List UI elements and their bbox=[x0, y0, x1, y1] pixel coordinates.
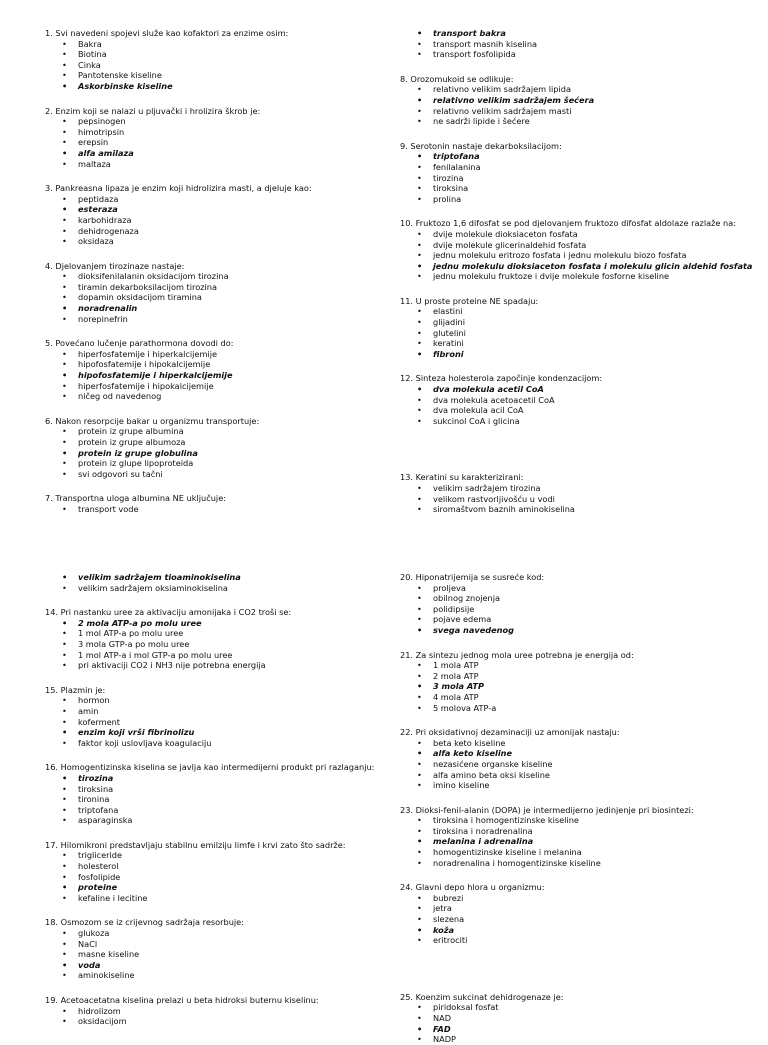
question-block bbox=[45, 261, 400, 325]
answer-option: • transport masnih kiselina bbox=[417, 39, 755, 50]
answer-option: • transport fosfolipida bbox=[417, 49, 755, 60]
answer-option: • 1 mol ATP-a po molu uree bbox=[62, 628, 400, 639]
question-block bbox=[400, 218, 755, 282]
answer-list bbox=[400, 28, 755, 60]
answer-list bbox=[400, 306, 755, 359]
answer-option: • NaCl bbox=[62, 939, 400, 950]
answer-option: • faktor koji uslovljava koagulaciju bbox=[62, 738, 400, 749]
question-title: 22. Pri oksidativnoj dezaminaciji uz amonijak nastaju: bbox=[400, 727, 620, 738]
answer-option: • hipofosfatemije i hipokalcijemije bbox=[62, 359, 400, 370]
answer-option: • bubrezi bbox=[417, 893, 755, 904]
answer-option: • glijadini bbox=[417, 317, 755, 328]
answer-option: • fosfolipide bbox=[62, 872, 400, 883]
correct-answer: • velikim sadržajem tioaminokiselina bbox=[62, 572, 400, 583]
answer-option: • relativno velikim sadržajem lipida bbox=[417, 84, 755, 95]
question-title: 11. U proste proteine NE spadaju: bbox=[400, 295, 539, 306]
answer-option: • homogentizinske kiseline i melanina bbox=[417, 847, 755, 858]
answer-option: • aminokiseline bbox=[62, 970, 400, 981]
correct-answer: • koža bbox=[417, 925, 755, 936]
question-title: 20. Hiponatrijemija se susreće kod: bbox=[400, 572, 545, 582]
question-block bbox=[45, 917, 400, 981]
question-title: 8. Orozomukoid se odlikuje: bbox=[400, 73, 514, 84]
question-block bbox=[400, 650, 755, 714]
answer-option: • ne sadrži lipide i šećere bbox=[417, 116, 755, 127]
answer-option: • kefaline i lecitine bbox=[62, 893, 400, 904]
answer-option: • ničeg od navedenog bbox=[62, 391, 400, 402]
question-block bbox=[400, 805, 755, 869]
page2-left-column bbox=[45, 572, 400, 1027]
answer-option: • NADP bbox=[417, 1034, 755, 1045]
answer-list bbox=[45, 572, 400, 593]
question-block bbox=[400, 141, 755, 205]
correct-answer: • alfa keto kiseline bbox=[417, 748, 755, 759]
answer-option: • 3 mola GTP-a po molu uree bbox=[62, 639, 400, 650]
correct-answer: • dva molekula acetil CoA bbox=[417, 384, 755, 395]
answer-list bbox=[45, 695, 400, 748]
answer-option: • Cinka bbox=[62, 60, 400, 71]
answer-option: • pepsinogen bbox=[62, 116, 400, 127]
answer-option: • dehidrogenaza bbox=[62, 226, 400, 237]
answer-option: • himotripsin bbox=[62, 127, 400, 138]
answer-option: • norepinefrin bbox=[62, 314, 400, 325]
question-block bbox=[45, 338, 400, 402]
answer-option: • dva molekula acil CoA bbox=[417, 405, 755, 416]
answer-option: • Pantotenske kiseline bbox=[62, 70, 400, 81]
answer-option: • masne kiseline bbox=[62, 949, 400, 960]
answer-option: • protein iz grupe albumoza bbox=[62, 437, 400, 448]
correct-answer: • 3 mola ATP bbox=[417, 681, 755, 692]
question-block bbox=[45, 762, 400, 826]
question-block bbox=[45, 840, 400, 904]
answer-list bbox=[400, 738, 755, 791]
answer-option: • Bakra bbox=[62, 39, 400, 50]
answer-list bbox=[45, 194, 400, 247]
correct-answer: • melanina i adrenalina bbox=[417, 836, 755, 847]
question-block bbox=[400, 727, 755, 791]
answer-option: • glutelini bbox=[417, 328, 755, 339]
answer-option: • hiperfosfatemije i hipokalcijemije bbox=[62, 381, 400, 392]
answer-list bbox=[400, 583, 755, 636]
correct-answer: • enzim koji vrši fibrinolizu bbox=[62, 727, 400, 738]
answer-list bbox=[45, 116, 400, 169]
answer-list bbox=[45, 426, 400, 479]
question-block bbox=[45, 416, 400, 480]
answer-option: • 1 mola ATP bbox=[417, 660, 755, 671]
question-block bbox=[45, 28, 400, 92]
answer-option: • trigliceride bbox=[62, 850, 400, 861]
question-title: 16. Homogentizinska kiselina se javlja kao intermedijerni produkt pri razlaganju: bbox=[45, 762, 375, 773]
answer-option: • pri aktivaciji CO2 i NH3 nije potrebna energija bbox=[62, 660, 400, 671]
correct-answer: • tirozina bbox=[62, 773, 400, 784]
correct-answer: • noradrenalin bbox=[62, 303, 400, 314]
question-title: 21. Za sintezu jednog mola uree potrebna je energija od: bbox=[400, 649, 634, 660]
question-title: 5. Povećano lučenje parathormona dovodi do: bbox=[45, 338, 234, 349]
answer-option: • maltaza bbox=[62, 159, 400, 170]
question-block bbox=[45, 685, 400, 749]
question-title: 4. Djelovanjem tirozinaze nastaje: bbox=[45, 260, 185, 271]
question-block bbox=[45, 995, 400, 1027]
answer-option: • jednu molekulu eritrozo fosfata i jednu molekulu biozo fosfata bbox=[417, 250, 755, 261]
question-block bbox=[45, 493, 400, 514]
answer-option: • beta keto kiseline bbox=[417, 738, 755, 749]
question-block bbox=[400, 572, 755, 636]
answer-list bbox=[45, 271, 400, 324]
answer-option: • dva molekula acetoacetil CoA bbox=[417, 395, 755, 406]
question-title: 23. Dioksi-fenil-alanin (DOPA) je intermedijerno jedinjenje pri biosintezi: bbox=[400, 804, 694, 815]
correct-answer: • jednu molekulu dioksiaceton fosfata i molekulu glicin aldehid fosfata bbox=[417, 261, 755, 272]
question-title: 9. Serotonin nastaje dekarboksilacijom: bbox=[400, 140, 562, 151]
question-block bbox=[400, 296, 755, 360]
answer-option: • dioksifenilalanin oksidacijom tirozina bbox=[62, 271, 400, 282]
answer-option: • prolina bbox=[417, 194, 755, 205]
question-block bbox=[400, 992, 755, 1045]
answer-option: • tironina bbox=[62, 794, 400, 805]
answer-option: • tirozina bbox=[417, 173, 755, 184]
question-block bbox=[400, 373, 755, 426]
question-block bbox=[45, 106, 400, 170]
answer-list bbox=[400, 229, 755, 282]
answer-option: • piridoksal fosfat bbox=[417, 1002, 755, 1013]
answer-option: • svi odgovori su tačni bbox=[62, 469, 400, 480]
question-title: 15. Plazmin je: bbox=[45, 684, 106, 695]
answer-option: • relativno velikim sadržajem masti bbox=[417, 106, 755, 117]
correct-answer: • transport bakra bbox=[417, 28, 755, 39]
answer-option: • tiroksina bbox=[62, 784, 400, 795]
answer-option: • alfa amino beta oksi kiseline bbox=[417, 770, 755, 781]
answer-option: • nezasićene organske kiseline bbox=[417, 759, 755, 770]
page1-left-column bbox=[45, 28, 400, 515]
answer-list bbox=[45, 928, 400, 981]
answer-option: • 2 mola ATP bbox=[417, 671, 755, 682]
answer-option: • koferment bbox=[62, 717, 400, 728]
correct-answer: • protein iz grupe globulina bbox=[62, 448, 400, 459]
correct-answer: • svega navedenog bbox=[417, 625, 755, 636]
question-title: 18. Osmozom se iz crijevnog sadržaja resorbuje: bbox=[45, 917, 244, 928]
answer-option: • polidipsije bbox=[417, 604, 755, 615]
answer-list bbox=[45, 39, 400, 92]
answer-option: • dopamin oksidacijom tiramina bbox=[62, 292, 400, 303]
question-title: 25. Koenzim sukcinat dehidrogenaze je: bbox=[400, 991, 564, 1002]
answer-option: • noradrenalina i homogentizinske kiseline bbox=[417, 858, 755, 869]
question-title: 24. Glavni depo hlora u organizmu: bbox=[400, 882, 545, 893]
answer-option: • fenilalanina bbox=[417, 162, 755, 173]
answer-option: • glukoza bbox=[62, 928, 400, 939]
answer-option: • proljeva bbox=[417, 583, 755, 594]
answer-option: • slezena bbox=[417, 914, 755, 925]
correct-answer: • relativno velikim sadržajem šećera bbox=[417, 95, 755, 106]
answer-list bbox=[400, 483, 755, 515]
answer-option: • amin bbox=[62, 706, 400, 717]
correct-answer: • 2 mola ATP-a po molu uree bbox=[62, 618, 400, 629]
answer-list bbox=[45, 773, 400, 826]
answer-option: • oksidaza bbox=[62, 236, 400, 247]
correct-answer: • hipofosfatemije i hiperkalcijemije bbox=[62, 370, 400, 381]
answer-list bbox=[400, 84, 755, 126]
answer-option: • 4 mola ATP bbox=[417, 692, 755, 703]
correct-answer: • FAD bbox=[417, 1024, 755, 1035]
question-title: 7. Transportna uloga albumina NE uključuje: bbox=[45, 493, 226, 504]
question-title: 14. Pri nastanku uree za aktivaciju amonijaka i CO2 troši se: bbox=[45, 607, 292, 618]
correct-answer: • triptofana bbox=[417, 151, 755, 162]
answer-option: • protein iz glupe lipoproteida bbox=[62, 458, 400, 469]
question-title: 10. Fruktozo 1,6 difosfat se pod djelovanjem fruktozo difosfat aldolaze razlaže na: bbox=[400, 218, 737, 229]
answer-option: • eritrociti bbox=[417, 935, 755, 946]
question-block bbox=[400, 28, 755, 60]
question-title: 17. Hilomikroni predstavljaju stabilnu emilziju limfe i krvi zato što sadrže: bbox=[45, 839, 346, 850]
answer-option: • peptidaza bbox=[62, 194, 400, 205]
answer-list bbox=[400, 151, 755, 204]
answer-option: • jednu molekulu fruktoze i dvije molekule fosforne kiseline bbox=[417, 271, 755, 282]
answer-option: • karbohidraza bbox=[62, 215, 400, 226]
answer-option: • dvije molekule glicerinaldehid fosfata bbox=[417, 240, 755, 251]
answer-option: • 1 mol ATP-a i mol GTP-a po molu uree bbox=[62, 650, 400, 661]
answer-list bbox=[45, 850, 400, 903]
answer-option: • jetra bbox=[417, 903, 755, 914]
answer-option: • triptofana bbox=[62, 805, 400, 816]
correct-answer: • voda bbox=[62, 960, 400, 971]
answer-list bbox=[400, 815, 755, 868]
answer-option: • dvije molekule dioksiaceton fosfata bbox=[417, 229, 755, 240]
answer-option: • velikom rastvorljivošću u vodi bbox=[417, 494, 755, 505]
answer-option: • hidrolizom bbox=[62, 1006, 400, 1017]
answer-option: • obilnog znojenja bbox=[417, 593, 755, 604]
answer-option: • asparaginska bbox=[62, 815, 400, 826]
correct-answer: • alfa amilaza bbox=[62, 148, 400, 159]
question-block bbox=[45, 183, 400, 247]
answer-list bbox=[400, 660, 755, 713]
question-title: 12. Sinteza holesterola započinje kondenzacijom: bbox=[400, 373, 603, 384]
answer-option: • imino kiseline bbox=[417, 780, 755, 791]
question-title: 1. Svi navedeni spojevi služe kao kofaktori za enzime osim: bbox=[45, 28, 289, 38]
question-block bbox=[400, 74, 755, 127]
question-title: 19. Acetoacetatna kiselina prelazi u beta hidroksi buternu kiselinu: bbox=[45, 995, 319, 1005]
answer-option: • sukcinol CoA i glicina bbox=[417, 416, 755, 427]
page1-right-column bbox=[400, 28, 755, 515]
answer-list bbox=[45, 349, 400, 402]
answer-option: • NAD bbox=[417, 1013, 755, 1024]
question-block bbox=[45, 572, 400, 593]
answer-option: • pojave edema bbox=[417, 614, 755, 625]
question-title: 3. Pankreasna lipaza je enzim koji hidrolizira masti, a djeluje kao: bbox=[45, 183, 312, 194]
answer-option: • hiperfosfatemije i hiperkalcijemije bbox=[62, 349, 400, 360]
answer-option: • transport vode bbox=[62, 504, 400, 515]
answer-option: • tiroksina i homogentizinske kiseline bbox=[417, 815, 755, 826]
answer-option: • tiroksina i noradrenalina bbox=[417, 826, 755, 837]
answer-list bbox=[400, 893, 755, 946]
question-title: 6. Nakon resorpcije bakar u organizmu transportuje: bbox=[45, 415, 260, 426]
answer-option: • keratini bbox=[417, 338, 755, 349]
question-block bbox=[45, 607, 400, 671]
question-title: 2. Enzim koji se nalazi u pljuvački i hrolizira škrob je: bbox=[45, 105, 261, 116]
answer-option: • tiroksina bbox=[417, 183, 755, 194]
question-block bbox=[400, 472, 755, 514]
answer-option: • Biotina bbox=[62, 49, 400, 60]
answer-option: • siromaštvom baznih aminokiselina bbox=[417, 504, 755, 515]
answer-option: • holesterol bbox=[62, 861, 400, 872]
answer-option: • tiramin dekarboksilacijom tirozina bbox=[62, 282, 400, 293]
answer-list bbox=[400, 384, 755, 426]
correct-answer: • fibroni bbox=[417, 349, 755, 360]
answer-option: • 5 molova ATP-a bbox=[417, 703, 755, 714]
answer-option: • hormon bbox=[62, 695, 400, 706]
page2-right-column bbox=[400, 572, 755, 1045]
answer-option: • erepsin bbox=[62, 137, 400, 148]
answer-option: • oksidacijom bbox=[62, 1016, 400, 1027]
correct-answer: • proteine bbox=[62, 882, 400, 893]
answer-list bbox=[45, 504, 400, 515]
question-title: 13. Keratini su karakterizirani: bbox=[400, 472, 524, 483]
correct-answer: • Askorbinske kiseline bbox=[62, 81, 400, 92]
correct-answer: • esteraza bbox=[62, 204, 400, 215]
answer-option: • protein iz grupe albumina bbox=[62, 426, 400, 437]
answer-option: • elastini bbox=[417, 306, 755, 317]
question-block bbox=[400, 882, 755, 946]
answer-option: • velikim sadržajem oksiaminokiselina bbox=[62, 583, 400, 594]
answer-option: • velikim sadržajem tirozina bbox=[417, 483, 755, 494]
answer-list bbox=[45, 618, 400, 671]
